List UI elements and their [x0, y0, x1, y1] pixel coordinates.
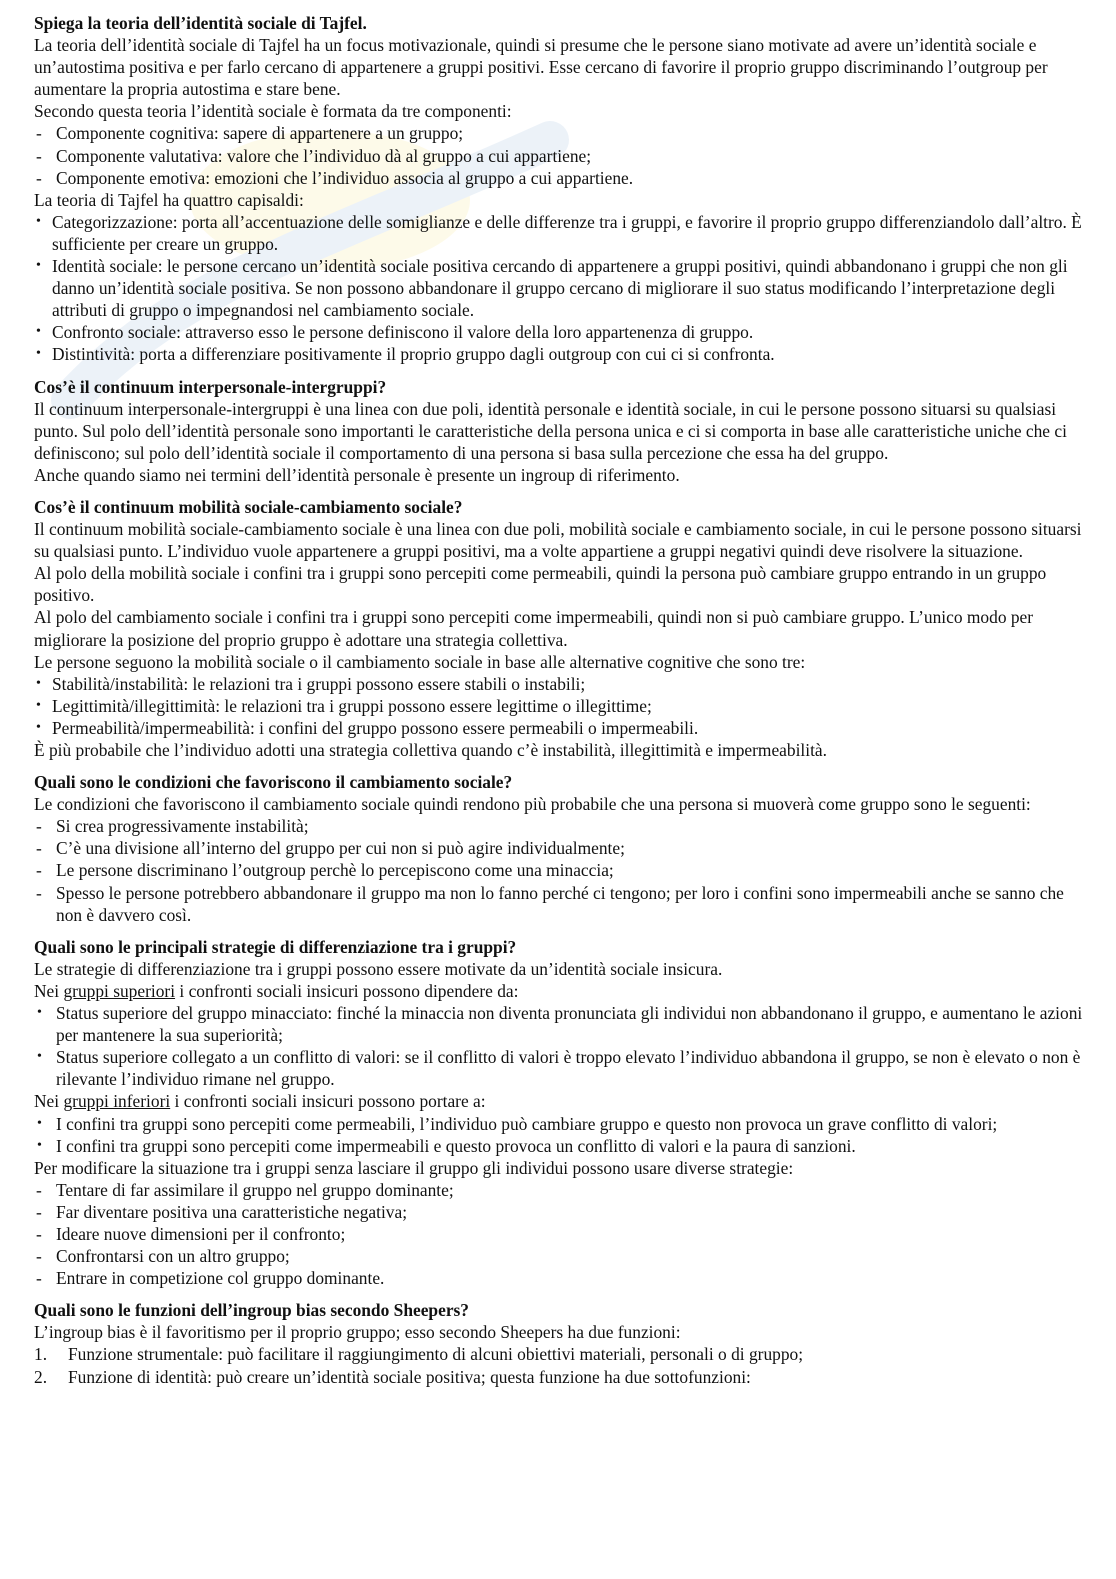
dash-marker: -: [36, 123, 42, 144]
text-run: i confronti sociali insicuri possono portare a:: [170, 1091, 486, 1112]
list-item: [34, 211, 1084, 255]
list-item: [34, 837, 1084, 859]
text-run: Nei: [34, 980, 64, 1001]
list-item-text: Componente emotiva: emozioni che l’individuo associa al gruppo a cui appartiene.: [56, 167, 634, 188]
dash-marker: -: [36, 1179, 42, 1200]
list-item-text: Confronto sociale: attraverso esso le persone definiscono il valore della loro appartenenza di gruppo.: [52, 322, 754, 343]
list-item-text: I confini tra gruppi sono percepiti come impermeabili e questo provoca un conflitto di valori e la paura di sanzioni.: [56, 1135, 856, 1156]
list-item: [34, 1113, 1084, 1135]
list-item: [34, 343, 1084, 365]
bullet-marker: •: [37, 1005, 42, 1021]
list-item: [34, 717, 1084, 739]
section-continuum-mobilita: [34, 496, 1084, 761]
bullet-marker: •: [36, 719, 41, 735]
dash-list: [34, 122, 1084, 188]
dash-marker: -: [36, 838, 42, 859]
paragraph: Al polo del cambiamento sociale i confini tra i gruppi sono percepiti come impermeabili, quindi non si può cambiare gruppo. L’unico modo per migliorare la posizione del proprio gruppo è adottare una strategia collettiva.: [34, 607, 1034, 650]
list-item-text: I confini tra gruppi sono percepiti come permeabili, l’individuo può cambiare gruppo e questo non provoca un grave conflitto di valori;: [56, 1113, 998, 1134]
list-item: [34, 1366, 1084, 1388]
dash-marker: -: [36, 1223, 42, 1244]
list-item-text: Si crea progressivamente instabilità;: [56, 816, 309, 837]
list-item: [34, 882, 1084, 926]
list-item-text: Status superiore collegato a un conflitto di valori: se il conflitto di valori è troppo elevato l’individuo abbandona il gruppo, se non è elevato o non è rilevante l’individuo rimane nel gruppo.: [56, 1047, 1081, 1090]
list-item-text: Le persone discriminano l’outgroup perchè lo percepiscono come una minaccia;: [56, 860, 614, 881]
dash-marker: -: [36, 860, 42, 881]
list-item: [34, 1002, 1084, 1046]
list-item-text: Funzione di identità: può creare un’identità sociale positiva; questa funzione ha due sottofunzioni:: [68, 1366, 751, 1387]
dash-list: [34, 1179, 1084, 1289]
dash-marker: -: [36, 1201, 42, 1222]
bullet-list: [34, 1113, 1084, 1157]
paragraph: Le strategie di differenziazione tra i gruppi possono essere motivate da un’identità sociale insicura.: [34, 958, 723, 979]
question-heading: Quali sono le condizioni che favoriscono il cambiamento sociale?: [34, 772, 513, 793]
bullet-marker: •: [36, 697, 41, 713]
list-item-text: Spesso le persone potrebbero abbandonare il gruppo ma non lo fanno perché ci tengono; per loro i confini sono impermeabili anche se sanno che non è davvero così.: [56, 882, 1064, 925]
bullet-marker: •: [36, 675, 41, 691]
bullet-marker: •: [36, 213, 41, 229]
text-run: i confronti sociali insicuri possono dipendere da:: [175, 980, 519, 1001]
list-item: [34, 815, 1084, 837]
bullet-marker: •: [36, 324, 41, 340]
list-item: [34, 1343, 1084, 1365]
number-marker: 1.: [34, 1344, 48, 1365]
list-item-text: Stabilità/instabilità: le relazioni tra i gruppi possono essere stabili o instabili;: [52, 673, 586, 694]
list-item: [34, 1201, 1084, 1223]
dash-marker: -: [36, 145, 42, 166]
list-item-text: Funzione strumentale: può facilitare il raggiungimento di alcuni obiettivi materiali, personali o di gruppo;: [68, 1344, 804, 1365]
list-item: [34, 859, 1084, 881]
text-run: Nei: [34, 1091, 64, 1112]
dash-marker: -: [36, 1246, 42, 1267]
question-heading: Cos’è il continuum mobilità sociale-cambiamento sociale?: [34, 496, 463, 517]
list-item: [34, 145, 1084, 167]
list-item-text: Distintività: porta a differenziare positivamente il proprio gruppo dagli outgroup con cui ci si confronta.: [52, 344, 775, 365]
paragraph: Le persone seguono la mobilità sociale o il cambiamento sociale in base alle alternative cognitive che sono tre:: [34, 651, 806, 672]
numbered-list: [34, 1343, 1084, 1387]
bullet-marker: •: [37, 1137, 42, 1153]
list-item: [34, 1267, 1084, 1289]
dash-list: [34, 815, 1084, 925]
list-item-text: Legittimità/illegittimità: le relazioni tra i gruppi possono essere legittime o illegittime;: [52, 695, 652, 716]
bullet-list: [34, 673, 1084, 739]
paragraph: La teoria dell’identità sociale di Tajfel ha un focus motivazionale, quindi si presume che le persone siano motivate ad avere un’identità sociale e un’autostima positiva e per farlo cercano di appartenere a gruppi positivi. Esse cercano di favorire il proprio gruppo discriminando l’outgroup per aumentare la propria autostima e stare bene.: [34, 35, 1048, 100]
list-item: [34, 1046, 1084, 1090]
underlined-term: gruppi superiori: [63, 980, 176, 1001]
list-item-text: Identità sociale: le persone cercano un’identità sociale positiva cercando di appartenere a gruppi positivi, quindi abbandonano i gruppi che non gli danno un’identità sociale positiva. Se non possono abbandonare il gruppo cercano di migliorare il suo status modificando l’interpretazione degli attributi di gruppo o impegnandosi nel cambiamento sociale.: [52, 256, 1068, 321]
section-ingroup-bias: [34, 1299, 1084, 1387]
list-item: [34, 255, 1084, 321]
bullet-marker: •: [37, 1115, 42, 1131]
list-item: [34, 167, 1084, 189]
underlined-term: gruppi inferiori: [63, 1091, 171, 1112]
list-item-text: Far diventare positiva una caratteristiche negativa;: [56, 1201, 408, 1222]
list-item: [34, 695, 1084, 717]
bullet-list: [34, 211, 1084, 366]
list-item: [34, 1245, 1084, 1267]
section-tajfel: [34, 12, 1084, 366]
section-strategie-differenziazione: [34, 936, 1084, 1290]
paragraph: Le condizioni che favoriscono il cambiamento sociale quindi rendono più probabile che una persona si muoverà come gruppo sono le seguenti:: [34, 794, 1031, 815]
list-item-text: C’è una divisione all’interno del gruppo per cui non si può agire individualmente;: [56, 838, 625, 859]
list-item-text: Categorizzazione: porta all’accentuazione delle somiglianze e delle differenze tra i gruppi, e favorire il proprio gruppo differenziandolo dall’altro. È sufficiente per creare un gruppo.: [52, 211, 1082, 254]
list-item-text: Componente cognitiva: sapere di appartenere a un gruppo;: [56, 123, 464, 144]
paragraph: [34, 1090, 1084, 1112]
paragraph: L’ingroup bias è il favoritismo per il proprio gruppo; esso secondo Sheepers ha due funzioni:: [34, 1322, 681, 1343]
question-heading: Spiega la teoria dell’identità sociale di Tajfel.: [34, 13, 367, 33]
question-heading: Cos’è il continuum interpersonale-intergruppi?: [34, 376, 387, 397]
list-item-text: Permeabilità/impermeabilità: i confini del gruppo possono essere permeabili o impermeabili.: [52, 717, 699, 738]
paragraph: Secondo questa teoria l’identità sociale è formata da tre componenti:: [34, 101, 512, 122]
list-item-text: Status superiore del gruppo minacciato: finché la minaccia non diventa pronunciata gli individui non abbandonano il gruppo, e aumentano le azioni per mantenere la sua superiorità;: [56, 1003, 1083, 1046]
list-item: [34, 321, 1084, 343]
bullet-marker: •: [37, 1049, 42, 1065]
dash-marker: -: [36, 882, 42, 903]
question-heading: Quali sono le funzioni dell’ingroup bias secondo Sheepers?: [34, 1300, 470, 1321]
paragraph: Al polo della mobilità sociale i confini tra i gruppi sono percepiti come permeabili, quindi la persona può cambiare gruppo entrando in un gruppo positivo.: [34, 563, 1047, 606]
bullet-list: [34, 1002, 1084, 1090]
paragraph: Anche quando siamo nei termini dell’identità personale è presente un ingroup di riferimento.: [34, 464, 680, 485]
paragraph: [34, 980, 1084, 1002]
list-item-text: Componente valutativa: valore che l’individuo dà al gruppo a cui appartiene;: [56, 145, 592, 166]
paragraph: È più probabile che l’individuo adotti una strategia collettiva quando c’è instabilità, illegittimità e impermeabilità.: [34, 740, 827, 760]
number-marker: 2.: [34, 1366, 48, 1387]
section-continuum-interpersonale: [34, 376, 1084, 486]
dash-marker: -: [36, 816, 42, 837]
bullet-marker: •: [36, 346, 41, 362]
document-page: [34, 12, 1084, 1398]
dash-marker: -: [36, 167, 42, 188]
paragraph: Per modificare la situazione tra i gruppi senza lasciare il gruppo gli individui possono usare diverse strategie:: [34, 1157, 794, 1178]
list-item-text: Ideare nuove dimensioni per il confronto;: [56, 1223, 346, 1244]
bullet-marker: •: [36, 258, 41, 274]
list-item: [34, 1179, 1084, 1201]
list-item: [34, 1135, 1084, 1157]
list-item: [34, 1223, 1084, 1245]
list-item-text: Confrontarsi con un altro gruppo;: [56, 1246, 290, 1267]
question-heading: Quali sono le principali strategie di differenziazione tra i gruppi?: [34, 936, 517, 957]
dash-marker: -: [36, 1268, 42, 1289]
section-cambiamento-sociale: [34, 771, 1084, 926]
list-item-text: Tentare di far assimilare il gruppo nel gruppo dominante;: [56, 1179, 454, 1200]
list-item-text: Entrare in competizione col gruppo dominante.: [56, 1268, 385, 1289]
list-item: [34, 673, 1084, 695]
paragraph: Il continuum mobilità sociale-cambiamento sociale è una linea con due poli, mobilità sociale e cambiamento sociale, in cui le persone possono situarsi su qualsiasi punto. L’individuo vuole appartenere a gruppi positivi, ma a volte appartiene a gruppi negativi quindi deve risolvere la situazione.: [34, 519, 1082, 562]
paragraph: La teoria di Tajfel ha quattro capisaldi:: [34, 189, 304, 210]
paragraph: Il continuum interpersonale-intergruppi è una linea con due poli, identità personale e identità sociale, in cui le persone possono situarsi su qualsiasi punto. Sul polo dell’identità personale sono importanti le caratteristiche della persona unica e ci si comporta in base alle caratteristiche uniche che ci definiscono; sul polo dell’identità sociale il comportamento di una persona si basa sulla percezione che essa ha del gruppo.: [34, 398, 1067, 463]
list-item: [34, 122, 1084, 144]
